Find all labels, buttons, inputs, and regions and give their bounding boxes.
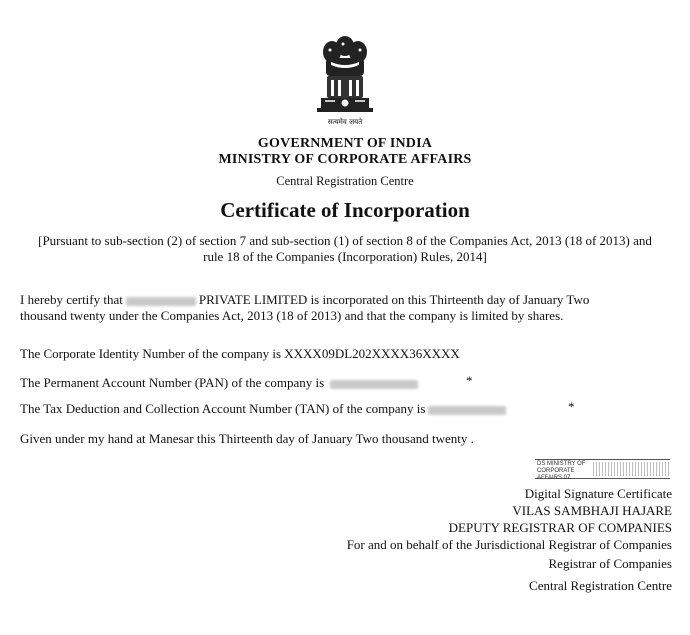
given-statement: Given under my hand at Manesar this Thirteenth day of January Two thousand twenty . xyxy=(20,431,474,446)
signature-line-4: For and on behalf of the Jurisdictional Registrar of Companies xyxy=(346,537,672,552)
pan-row xyxy=(20,374,421,392)
pan-label: The Permanent Account Number (PAN) of the company is xyxy=(20,375,325,390)
signature-line-6: Central Registration Centre xyxy=(529,578,672,593)
subtitle-line-1: [Pursuant to sub-section (2) of section 7 and sub-section (1) of section 8 of the Companies Act, 2013 (18 of 2013) and xyxy=(38,233,652,248)
signature-stamp-text: DS MINISTRY OF CORPORATE AFFAIRS 07 xyxy=(537,461,586,481)
tan-row xyxy=(20,400,509,418)
header-ministry: MINISTRY OF CORPORATE AFFAIRS xyxy=(218,152,472,167)
header-government: GOVERNMENT OF INDIA xyxy=(257,136,433,151)
redacted-tan xyxy=(428,406,506,415)
cin-label: The Corporate Identity Number of the company is xyxy=(20,346,282,361)
signature-pattern xyxy=(593,462,669,476)
certify-rest: PRIVATE LIMITED is incorporated on this Thirteenth day of January Two xyxy=(198,292,590,307)
signature-line-5: Registrar of Companies xyxy=(548,556,672,571)
tan-asterisk: * xyxy=(568,399,575,414)
signature-line-3: DEPUTY REGISTRAR OF COMPANIES xyxy=(448,520,672,535)
cin-value: XXXX09DL202XXXX36XXXX xyxy=(284,346,460,361)
certify-prefix: I hereby certify that xyxy=(20,292,123,307)
cin-row xyxy=(20,345,460,363)
signature-line-2: VILAS SAMBHAJI HAJARE xyxy=(512,503,672,518)
national-emblem xyxy=(311,32,379,134)
certificate-title: Certificate of Incorporation xyxy=(220,198,470,222)
redacted-company-name xyxy=(126,297,196,306)
digital-signature-stamp xyxy=(535,459,670,479)
tan-label: The Tax Deduction and Collection Account Number (TAN) of the company is xyxy=(20,401,426,416)
signature-line-1: Digital Signature Certificate xyxy=(524,486,672,501)
certify-paragraph-line-2: thousand twenty under the Companies Act, 2013 (18 of 2013) and that the company is limited by shares. xyxy=(20,308,564,323)
emblem-motto: सत्यमेव जयते xyxy=(327,118,363,126)
pan-asterisk: * xyxy=(466,373,473,388)
redacted-pan xyxy=(330,380,418,389)
header-registration-centre: Central Registration Centre xyxy=(276,174,414,188)
subtitle-line-2: rule 18 of the Companies (Incorporation) Rules, 2014] xyxy=(203,249,487,264)
